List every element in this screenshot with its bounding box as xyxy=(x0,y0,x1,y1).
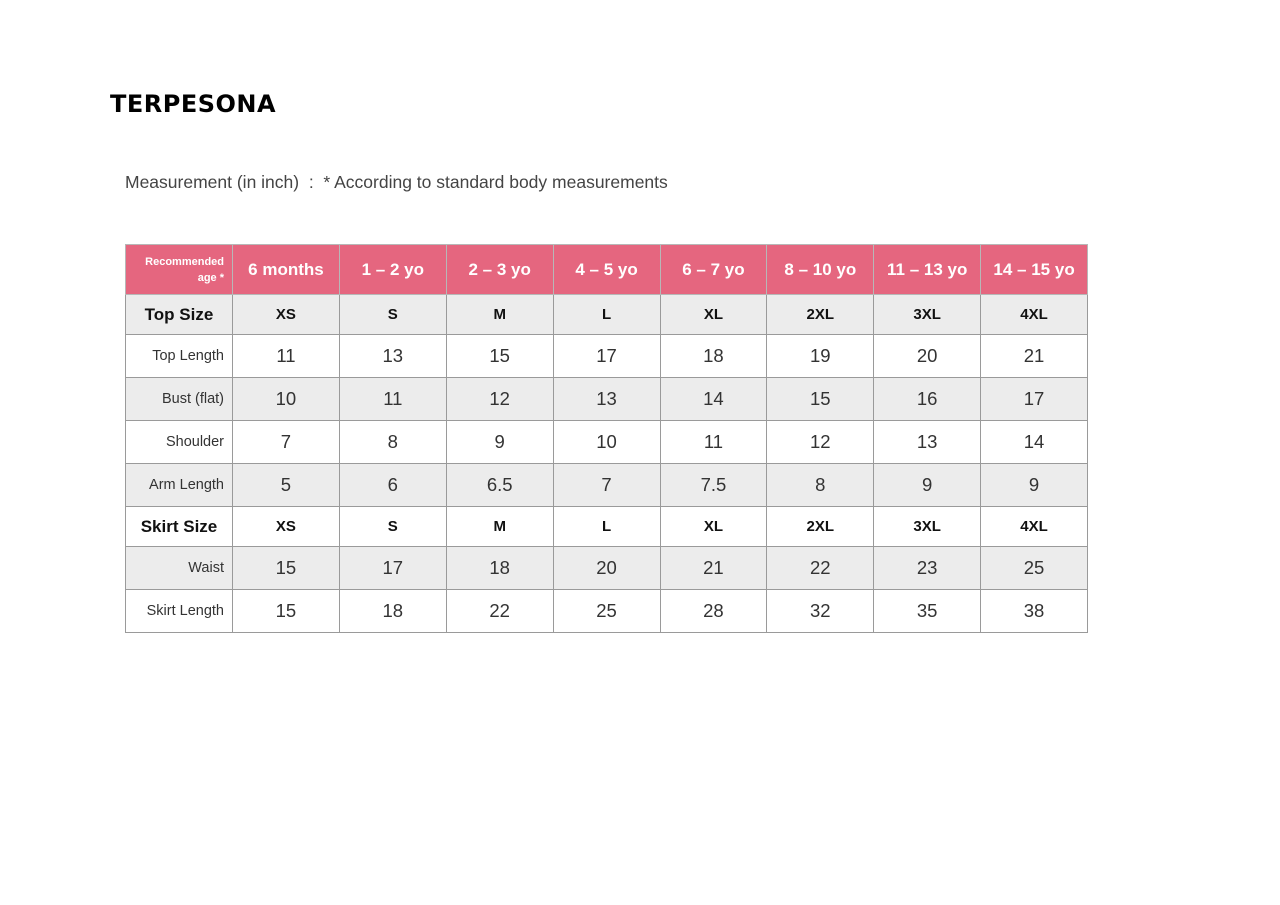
table-row-skirt-length xyxy=(126,590,1088,633)
table-cell: 18 xyxy=(660,335,767,378)
brand-title: TERPESONA xyxy=(110,90,277,118)
row-label: Bust (flat) xyxy=(126,378,233,421)
table-cell: 8 xyxy=(339,421,446,464)
table-cell: 20 xyxy=(874,335,981,378)
table-cell: 7 xyxy=(233,421,340,464)
table-cell: 7 xyxy=(553,464,660,507)
age-column-header: 11 – 13 yo xyxy=(874,245,981,295)
table-cell: 25 xyxy=(981,547,1088,590)
row-label: Skirt Length xyxy=(126,590,233,633)
table-row-bust xyxy=(126,378,1088,421)
age-column-header: 1 – 2 yo xyxy=(339,245,446,295)
table-cell: 13 xyxy=(339,335,446,378)
table-row-waist xyxy=(126,547,1088,590)
table-cell: 22 xyxy=(767,547,874,590)
row-label: Arm Length xyxy=(126,464,233,507)
table-cell: XL xyxy=(660,507,767,547)
table-cell: 10 xyxy=(553,421,660,464)
table-cell: 38 xyxy=(981,590,1088,633)
table-cell: 22 xyxy=(446,590,553,633)
table-cell: 21 xyxy=(981,335,1088,378)
table-cell: 18 xyxy=(446,547,553,590)
table-row-top-length xyxy=(126,335,1088,378)
table-cell: 25 xyxy=(553,590,660,633)
table-cell: 9 xyxy=(981,464,1088,507)
age-header-row xyxy=(126,245,1088,295)
table-cell: 32 xyxy=(767,590,874,633)
table-cell: 19 xyxy=(767,335,874,378)
measurement-note: Measurement (in inch) : * According to standard body measurements xyxy=(125,172,668,192)
table-row-top-size xyxy=(126,295,1088,335)
table-cell: 11 xyxy=(660,421,767,464)
table-cell: L xyxy=(553,295,660,335)
age-column-header: 6 months xyxy=(233,245,340,295)
table-cell: M xyxy=(446,295,553,335)
row-label: Skirt Size xyxy=(126,507,233,547)
table-cell: 6 xyxy=(339,464,446,507)
table-cell: XS xyxy=(233,295,340,335)
table-cell: 17 xyxy=(981,378,1088,421)
corner-label-line1: Recommended xyxy=(145,255,224,268)
table-cell: 17 xyxy=(339,547,446,590)
table-cell: 14 xyxy=(660,378,767,421)
table-cell: S xyxy=(339,507,446,547)
table-row-arm-length xyxy=(126,464,1088,507)
table-cell: 6.5 xyxy=(446,464,553,507)
table-cell: 13 xyxy=(553,378,660,421)
size-chart-table xyxy=(125,244,1088,633)
table-cell: M xyxy=(446,507,553,547)
table-cell: 14 xyxy=(981,421,1088,464)
table-cell: 17 xyxy=(553,335,660,378)
table-cell: 9 xyxy=(446,421,553,464)
table-cell: 21 xyxy=(660,547,767,590)
row-label: Waist xyxy=(126,547,233,590)
table-cell: 2XL xyxy=(767,295,874,335)
table-cell: 23 xyxy=(874,547,981,590)
table-cell: 28 xyxy=(660,590,767,633)
table-cell: 13 xyxy=(874,421,981,464)
table-cell: 3XL xyxy=(874,295,981,335)
age-column-header: 14 – 15 yo xyxy=(981,245,1088,295)
table-cell: 15 xyxy=(767,378,874,421)
table-cell: L xyxy=(553,507,660,547)
table-cell: 10 xyxy=(233,378,340,421)
age-column-header: 2 – 3 yo xyxy=(446,245,553,295)
row-label: Top Length xyxy=(126,335,233,378)
table-cell: 18 xyxy=(339,590,446,633)
table-cell: 12 xyxy=(446,378,553,421)
table-cell: 16 xyxy=(874,378,981,421)
table-cell: 20 xyxy=(553,547,660,590)
table-cell: 15 xyxy=(446,335,553,378)
age-column-header: 6 – 7 yo xyxy=(660,245,767,295)
table-cell: 35 xyxy=(874,590,981,633)
table-cell: 9 xyxy=(874,464,981,507)
age-column-header: 4 – 5 yo xyxy=(553,245,660,295)
table-cell: S xyxy=(339,295,446,335)
table-cell: XS xyxy=(233,507,340,547)
table-cell: 8 xyxy=(767,464,874,507)
corner-label-line2: age * xyxy=(197,271,224,284)
table-cell: 11 xyxy=(233,335,340,378)
table-cell: 15 xyxy=(233,590,340,633)
row-label: Top Size xyxy=(126,295,233,335)
table-row-shoulder xyxy=(126,421,1088,464)
table-cell: 11 xyxy=(339,378,446,421)
table-cell: 12 xyxy=(767,421,874,464)
table-cell: 2XL xyxy=(767,507,874,547)
table-cell: 5 xyxy=(233,464,340,507)
row-label: Shoulder xyxy=(126,421,233,464)
age-column-header: 8 – 10 yo xyxy=(767,245,874,295)
table-cell: 4XL xyxy=(981,295,1088,335)
table-cell: XL xyxy=(660,295,767,335)
recommended-age-header xyxy=(126,245,233,295)
table-cell: 4XL xyxy=(981,507,1088,547)
table-cell: 3XL xyxy=(874,507,981,547)
table-cell: 7.5 xyxy=(660,464,767,507)
table-row-skirt-size xyxy=(126,507,1088,547)
table-cell: 15 xyxy=(233,547,340,590)
